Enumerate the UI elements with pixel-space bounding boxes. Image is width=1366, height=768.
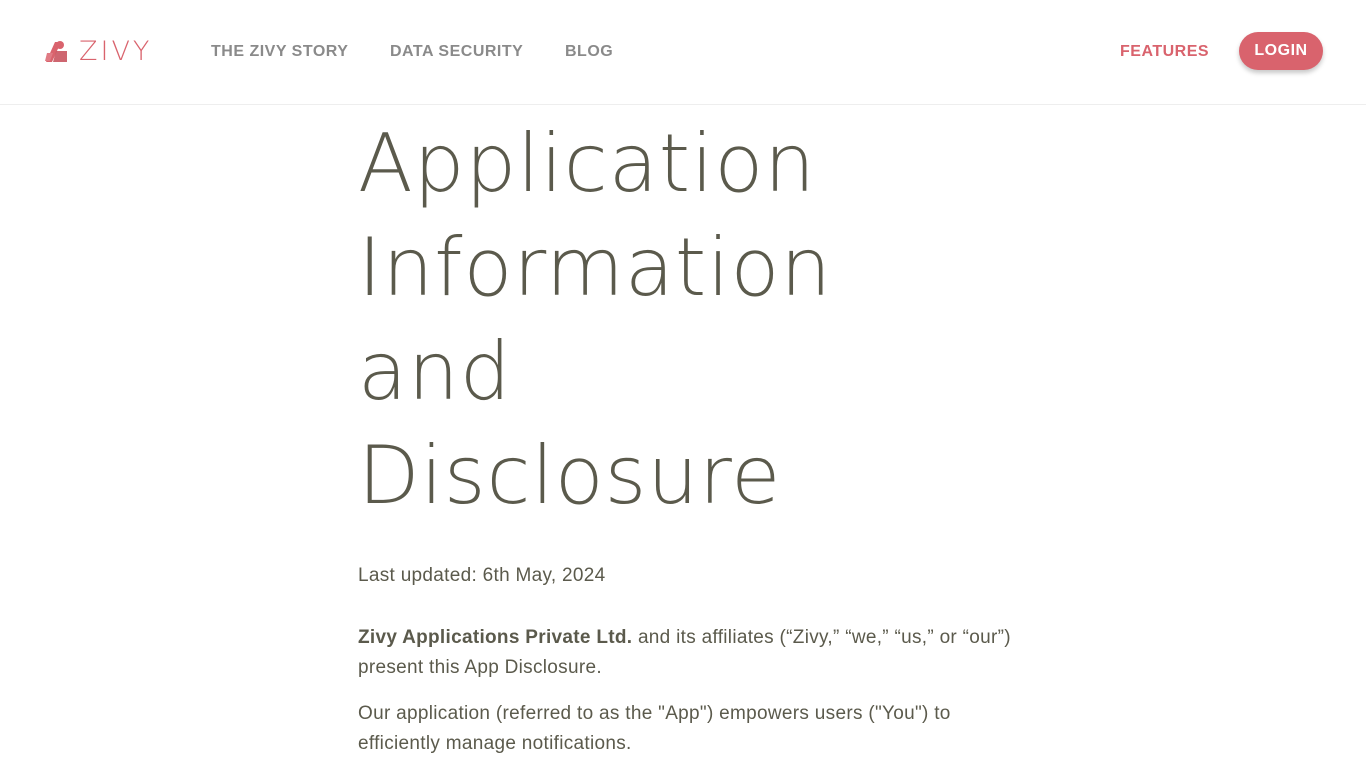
title-line: Disclosure xyxy=(358,429,782,522)
zivy-logo-icon xyxy=(43,39,69,65)
page-title-block xyxy=(358,112,1018,528)
nav-link-zivy-story[interactable]: THE ZIVY STORY xyxy=(211,43,349,60)
nav-link-data-security[interactable]: DATA SECURITY xyxy=(390,43,524,60)
title-line: and xyxy=(358,325,512,418)
company-name: Zivy Applications Private Ltd. xyxy=(358,627,633,648)
nav-link-blog[interactable]: BLOG xyxy=(565,43,614,60)
nav-link-features[interactable]: FEATURES xyxy=(1120,43,1210,60)
logo-wordmark: ZIVY xyxy=(79,36,153,67)
intro-paragraph xyxy=(358,623,1018,683)
login-button[interactable]: LOGIN xyxy=(1239,32,1323,70)
last-updated-text: Last updated: 6th May, 2024 xyxy=(358,565,606,586)
title-line: Application xyxy=(358,117,816,210)
intro-text: and its affiliates (“Zivy,” “we,” “us,” or “our”) present this App Disclosure. xyxy=(358,627,1011,678)
site-header xyxy=(0,0,1366,105)
app-description-paragraph: Our application (referred to as the "App") empowers users ("You") to efficiently manage notifications. xyxy=(358,703,951,754)
page-title xyxy=(358,112,1018,528)
title-line: Information xyxy=(358,221,833,314)
zivy-logo[interactable] xyxy=(43,38,152,66)
